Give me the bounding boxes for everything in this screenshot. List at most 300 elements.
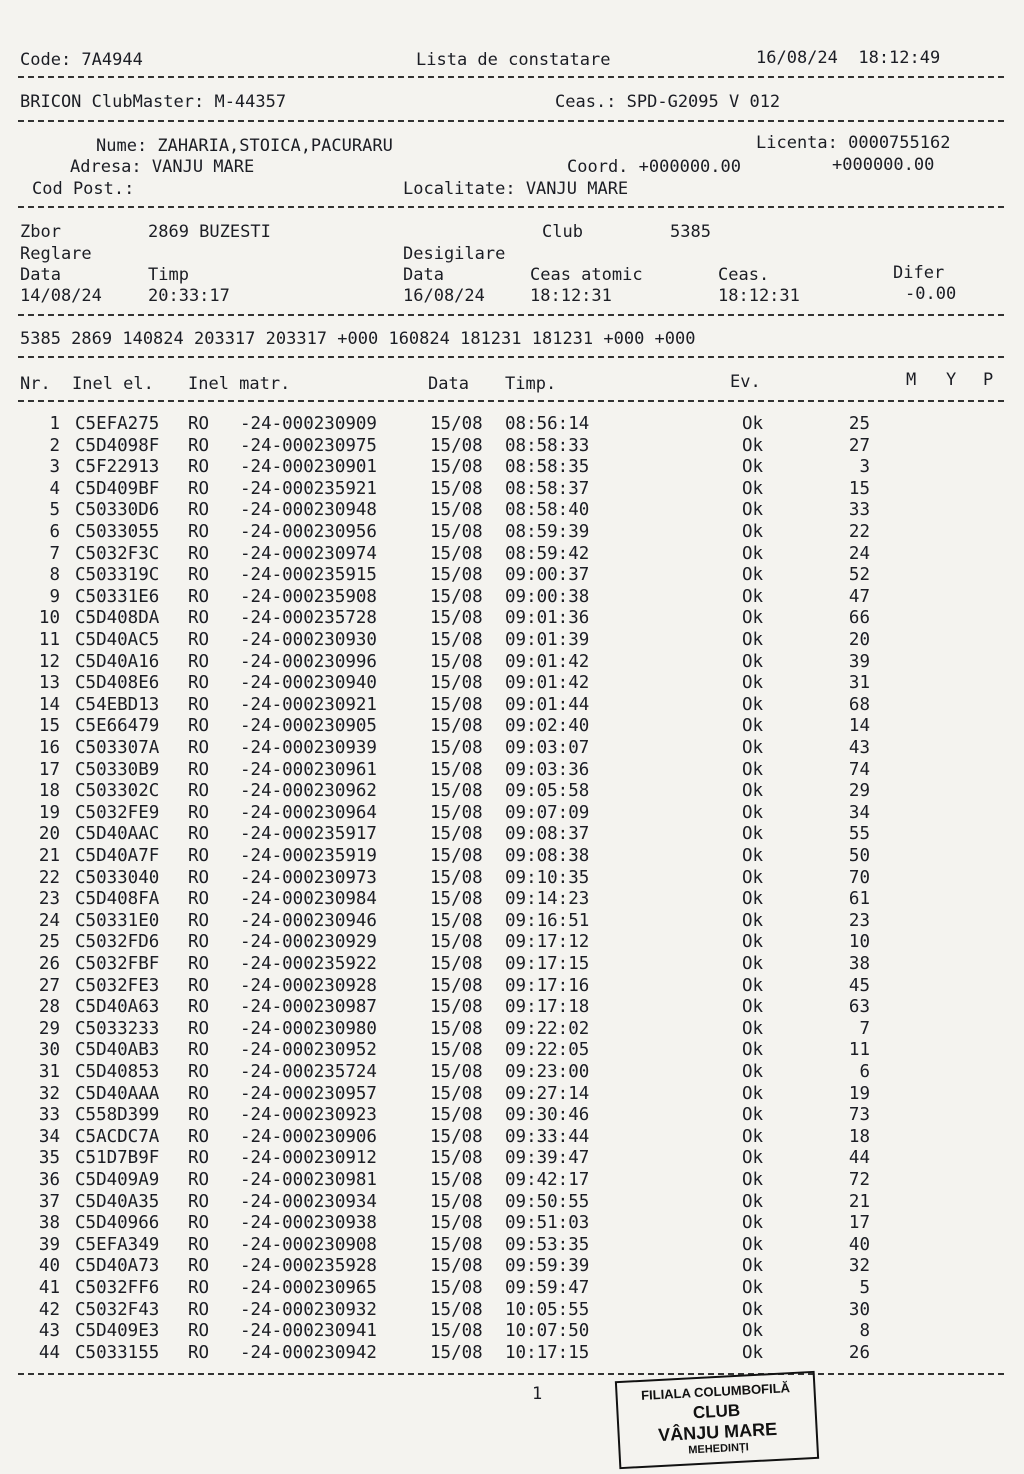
cell-matr: -24-000230928	[240, 975, 377, 996]
divider	[18, 1373, 1004, 1375]
cell-ev: Ok	[742, 694, 764, 715]
cell-nr: 20	[38, 824, 60, 845]
cell-data: 15/08	[430, 608, 483, 629]
cell-ro: RO	[188, 435, 210, 456]
clubmaster-id: BRICON ClubMaster: M-44357	[20, 92, 287, 112]
table-row	[0, 1105, 1024, 1127]
cell-data: 15/08	[430, 1148, 483, 1169]
cell-nr: 40	[38, 1256, 60, 1277]
cell-ro: RO	[188, 1062, 210, 1082]
cell-el: C5D409E3	[75, 1321, 160, 1342]
cell-num: 66	[848, 608, 870, 629]
col-event: Ev.	[730, 372, 761, 392]
cell-ev: Ok	[742, 1278, 764, 1298]
cell-matr: -24-000230965	[240, 1278, 377, 1298]
table-row	[0, 760, 1024, 782]
cell-num: 31	[848, 673, 870, 694]
cell-data: 15/08	[430, 1191, 483, 1212]
cell-el: C5033155	[75, 1342, 160, 1363]
owner-address: Adresa: VANJU MARE	[70, 157, 255, 177]
cell-nr: 28	[38, 997, 60, 1018]
locality: Localitate: VANJU MARE	[403, 179, 629, 199]
cell-nr: 32	[38, 1083, 60, 1104]
cell-nr: 42	[38, 1299, 60, 1320]
cell-ev: Ok	[742, 802, 764, 823]
cell-matr: -24-000230905	[240, 716, 377, 737]
atomic-clock-time: 18:12:31	[530, 286, 612, 306]
cell-nr: 4	[49, 478, 60, 499]
cell-matr: -24-000230921	[240, 694, 377, 715]
cell-el: C5033233	[75, 1018, 160, 1039]
table-row	[0, 954, 1024, 976]
cell-timp: 09:01:42	[505, 673, 590, 694]
cell-ro: RO	[188, 694, 210, 715]
cell-el: C5D408E6	[75, 673, 160, 694]
cell-nr: 26	[38, 954, 60, 974]
cell-ev: Ok	[742, 1148, 764, 1169]
cell-num: 34	[848, 802, 870, 823]
table-row	[0, 414, 1024, 436]
cell-el: C50330B9	[75, 759, 160, 780]
cell-matr: -24-000230923	[240, 1105, 377, 1126]
cell-nr: 21	[38, 846, 60, 866]
cell-el: C5EFA349	[75, 1234, 160, 1255]
table-row	[0, 1213, 1024, 1235]
cell-matr: -24-000230956	[240, 522, 377, 542]
cell-num: 68	[848, 694, 870, 715]
cell-nr: 25	[38, 932, 60, 953]
cell-nr: 6	[49, 522, 60, 542]
cell-timp: 10:05:55	[505, 1299, 590, 1320]
cell-data: 15/08	[430, 716, 483, 737]
cell-nr: 38	[38, 1213, 60, 1234]
cell-el: C5EFA275	[75, 414, 160, 434]
cell-ro: RO	[188, 586, 210, 607]
cell-data: 15/08	[430, 1256, 483, 1277]
cell-num: 74	[848, 759, 870, 780]
cell-ev: Ok	[742, 1213, 764, 1234]
cell-timp: 09:17:16	[505, 975, 590, 996]
cell-nr: 16	[38, 738, 60, 758]
table-row	[0, 1278, 1024, 1300]
cell-ev: Ok	[742, 975, 764, 996]
cell-nr: 35	[38, 1148, 60, 1169]
cell-ev: Ok	[742, 608, 764, 629]
license-number: Licenta: 0000755162	[756, 133, 951, 153]
cell-ev: Ok	[742, 1083, 764, 1104]
cell-nr: 41	[38, 1278, 60, 1298]
cell-data: 15/08	[430, 1299, 483, 1320]
cell-nr: 9	[49, 586, 60, 607]
cell-ev: Ok	[742, 1191, 764, 1212]
stamp-line-3: VÂNJU MARE	[657, 1418, 778, 1446]
table-row	[0, 673, 1024, 695]
cell-ro: RO	[188, 414, 210, 434]
cell-num: 8	[859, 1321, 870, 1342]
setting-time-label: Timp	[148, 265, 189, 285]
cell-nr: 36	[38, 1170, 60, 1190]
club-stamp	[615, 1371, 819, 1469]
cell-timp: 09:30:46	[505, 1105, 590, 1126]
table-row	[0, 1321, 1024, 1343]
table-row	[0, 932, 1024, 954]
cell-matr: -24-000230987	[240, 997, 377, 1018]
cell-timp: 09:27:14	[505, 1083, 590, 1104]
cell-data: 15/08	[430, 1170, 483, 1190]
cell-ev: Ok	[742, 543, 764, 564]
setting-time: 20:33:17	[148, 286, 230, 306]
cell-data: 15/08	[430, 781, 483, 802]
cell-matr: -24-000230981	[240, 1170, 377, 1190]
cell-el: C50331E0	[75, 910, 160, 931]
cell-matr: -24-000230912	[240, 1148, 377, 1169]
cell-timp: 09:01:44	[505, 694, 590, 715]
table-row	[0, 1148, 1024, 1170]
cell-num: 39	[848, 651, 870, 672]
table-row	[0, 500, 1024, 522]
cell-ro: RO	[188, 500, 210, 521]
cell-matr: -24-000230973	[240, 867, 377, 888]
divider	[18, 76, 1004, 78]
cell-ev: Ok	[742, 867, 764, 888]
divider	[18, 206, 1004, 208]
cell-nr: 13	[38, 673, 60, 694]
cell-num: 20	[848, 630, 870, 650]
cell-ro: RO	[188, 954, 210, 974]
cell-ev: Ok	[742, 1105, 764, 1126]
cell-el: C5E66479	[75, 716, 160, 737]
cell-num: 26	[848, 1342, 870, 1363]
cell-data: 15/08	[430, 435, 483, 456]
cell-ro: RO	[188, 932, 210, 953]
cell-ro: RO	[188, 522, 210, 542]
table-row	[0, 436, 1024, 458]
cell-data: 15/08	[430, 630, 483, 650]
cell-matr: -24-000230901	[240, 457, 377, 478]
cell-data: 15/08	[430, 997, 483, 1018]
table-row	[0, 868, 1024, 890]
cell-ro: RO	[188, 1191, 210, 1212]
table-row	[0, 1062, 1024, 1084]
cell-matr: -24-000230942	[240, 1342, 377, 1363]
cell-ev: Ok	[742, 586, 764, 607]
cell-ro: RO	[188, 1213, 210, 1234]
cell-ro: RO	[188, 565, 210, 586]
page-number: 1	[532, 1384, 543, 1404]
cell-timp: 08:58:37	[505, 478, 590, 499]
cell-timp: 09:17:18	[505, 997, 590, 1018]
cell-timp: 09:50:55	[505, 1191, 590, 1212]
cell-matr: -24-000230941	[240, 1321, 377, 1342]
cell-timp: 08:56:14	[505, 414, 590, 434]
cell-data: 15/08	[430, 738, 483, 758]
cell-nr: 29	[38, 1018, 60, 1039]
cell-nr: 39	[38, 1234, 60, 1255]
cell-ev: Ok	[742, 630, 764, 650]
cell-nr: 15	[38, 716, 60, 737]
cell-num: 22	[848, 522, 870, 542]
setting-date: 14/08/24	[20, 286, 102, 306]
cell-data: 15/08	[430, 1342, 483, 1363]
cell-timp: 09:02:40	[505, 716, 590, 737]
cell-timp: 09:03:36	[505, 759, 590, 780]
cell-ro: RO	[188, 997, 210, 1018]
cell-timp: 09:17:12	[505, 932, 590, 953]
cell-data: 15/08	[430, 1126, 483, 1147]
club-label: Club	[542, 222, 583, 242]
divider	[18, 356, 1004, 358]
table-row	[0, 824, 1024, 846]
cell-ro: RO	[188, 457, 210, 478]
cell-ev: Ok	[742, 1062, 764, 1082]
cell-ev: Ok	[742, 522, 764, 542]
cell-ev: Ok	[742, 565, 764, 586]
col-nr: Nr.	[20, 374, 51, 394]
table-row	[0, 652, 1024, 674]
cell-num: 10	[848, 932, 870, 953]
cell-ev: Ok	[742, 1234, 764, 1255]
cell-nr: 1	[49, 414, 60, 434]
cell-matr: -24-000230996	[240, 651, 377, 672]
cell-num: 30	[848, 1299, 870, 1320]
cell-data: 15/08	[430, 1213, 483, 1234]
table-row	[0, 1127, 1024, 1149]
cell-ro: RO	[188, 543, 210, 564]
cell-matr: -24-000235917	[240, 824, 377, 845]
cell-el: C503307A	[75, 738, 160, 758]
cell-ev: Ok	[742, 673, 764, 694]
cell-ro: RO	[188, 802, 210, 823]
cell-el: C5D40A35	[75, 1191, 160, 1212]
cell-nr: 3	[49, 457, 60, 478]
cell-timp: 09:07:09	[505, 802, 590, 823]
cell-el: C5ACDC7A	[75, 1126, 160, 1147]
cell-el: C54EBD13	[75, 694, 160, 715]
cell-ro: RO	[188, 478, 210, 499]
cell-ev: Ok	[742, 954, 764, 974]
table-row	[0, 608, 1024, 630]
cell-data: 15/08	[430, 565, 483, 586]
col-time: Timp.	[505, 374, 557, 394]
code-label: Code: 7A4944	[20, 50, 143, 70]
cell-el: C5033055	[75, 522, 160, 542]
table-row	[0, 457, 1024, 479]
cell-nr: 34	[38, 1126, 60, 1147]
col-electronic-ring: Inel el.	[72, 374, 154, 394]
cell-ro: RO	[188, 781, 210, 802]
cell-nr: 5	[49, 500, 60, 521]
cell-nr: 14	[38, 694, 60, 715]
cell-data: 15/08	[430, 1234, 483, 1255]
cell-timp: 09:51:03	[505, 1213, 590, 1234]
cell-matr: -24-000230984	[240, 889, 377, 910]
table-row	[0, 889, 1024, 911]
table-row	[0, 716, 1024, 738]
cell-el: C558D399	[75, 1105, 160, 1126]
cell-nr: 2	[49, 435, 60, 456]
cell-matr: -24-000230961	[240, 759, 377, 780]
cell-data: 15/08	[430, 954, 483, 974]
cell-matr: -24-000235724	[240, 1062, 377, 1082]
cell-el: C5F22913	[75, 457, 160, 478]
cell-el: C5D408DA	[75, 608, 160, 629]
cell-el: C50330D6	[75, 500, 160, 521]
cell-matr: -24-000230940	[240, 673, 377, 694]
cell-data: 15/08	[430, 457, 483, 478]
cell-ev: Ok	[742, 414, 764, 434]
cell-nr: 24	[38, 910, 60, 931]
table-row	[0, 587, 1024, 609]
cell-data: 15/08	[430, 802, 483, 823]
cell-ev: Ok	[742, 1299, 764, 1320]
cell-el: C50331E6	[75, 586, 160, 607]
cell-matr: -24-000230934	[240, 1191, 377, 1212]
cell-el: C5D40AC5	[75, 630, 160, 650]
cell-data: 15/08	[430, 500, 483, 521]
cell-timp: 10:17:15	[505, 1342, 590, 1363]
cell-num: 27	[848, 435, 870, 456]
cell-ro: RO	[188, 1126, 210, 1147]
table-row	[0, 1256, 1024, 1278]
cell-timp: 08:59:42	[505, 543, 590, 564]
setting-date-label: Data	[20, 265, 61, 285]
cell-nr: 31	[38, 1062, 60, 1082]
cell-data: 15/08	[430, 1040, 483, 1061]
cell-timp: 09:53:35	[505, 1234, 590, 1255]
cell-data: 15/08	[430, 694, 483, 715]
cell-timp: 09:01:36	[505, 608, 590, 629]
cell-el: C5033040	[75, 867, 160, 888]
cell-ev: Ok	[742, 457, 764, 478]
table-row	[0, 738, 1024, 760]
cell-nr: 30	[38, 1040, 60, 1061]
cell-matr: -24-000230952	[240, 1040, 377, 1061]
cell-data: 15/08	[430, 1062, 483, 1082]
cell-el: C5D40A7F	[75, 846, 160, 866]
cell-num: 45	[848, 975, 870, 996]
cell-num: 63	[848, 997, 870, 1018]
cell-timp: 08:58:40	[505, 500, 590, 521]
unsealing-label: Desigilare	[403, 244, 506, 264]
clock-label: Ceas.	[718, 265, 770, 285]
cell-ro: RO	[188, 824, 210, 845]
cell-num: 32	[848, 1256, 870, 1277]
cell-ev: Ok	[742, 651, 764, 672]
cell-matr: -24-000230964	[240, 802, 377, 823]
table-row	[0, 1084, 1024, 1106]
document-title: Lista de constatare	[416, 50, 611, 70]
cell-data: 15/08	[430, 478, 483, 499]
cell-timp: 09:16:51	[505, 910, 590, 931]
cell-num: 44	[848, 1148, 870, 1169]
cell-num: 70	[848, 867, 870, 888]
clock-id: Ceas.: SPD-G2095 V 012	[555, 92, 781, 112]
cell-data: 15/08	[430, 673, 483, 694]
cell-ro: RO	[188, 738, 210, 758]
table-row	[0, 630, 1024, 652]
cell-data: 15/08	[430, 651, 483, 672]
cell-ro: RO	[188, 716, 210, 737]
cell-data: 15/08	[430, 1018, 483, 1039]
cell-num: 3	[859, 457, 870, 478]
cell-el: C5032FBF	[75, 954, 160, 974]
cell-timp: 09:23:00	[505, 1062, 590, 1082]
cell-nr: 11	[38, 630, 60, 650]
cell-matr: -24-000230929	[240, 932, 377, 953]
table-row	[0, 846, 1024, 868]
cell-num: 17	[848, 1213, 870, 1234]
cell-num: 23	[848, 910, 870, 931]
cell-timp: 09:00:37	[505, 565, 590, 586]
cell-ev: Ok	[742, 1256, 764, 1277]
cell-el: C5D40AAA	[75, 1083, 160, 1104]
cell-matr: -24-000230939	[240, 738, 377, 758]
cell-el: C5032F43	[75, 1299, 160, 1320]
cell-ro: RO	[188, 630, 210, 650]
cell-matr: -24-000235908	[240, 586, 377, 607]
cell-ro: RO	[188, 1342, 210, 1363]
cell-ro: RO	[188, 1148, 210, 1169]
cell-ro: RO	[188, 651, 210, 672]
cell-data: 15/08	[430, 1278, 483, 1298]
cell-num: 72	[848, 1170, 870, 1190]
table-row	[0, 803, 1024, 825]
cell-ro: RO	[188, 1170, 210, 1190]
cell-ro: RO	[188, 1278, 210, 1298]
cell-timp: 09:05:58	[505, 781, 590, 802]
divider	[18, 120, 1004, 122]
summary-code-line: 5385 2869 140824 203317 203317 +000 160824 181231 181231 +000 +000	[20, 329, 696, 349]
cell-data: 15/08	[430, 1105, 483, 1126]
unsealing-date-label: Data	[403, 265, 444, 285]
cell-data: 15/08	[430, 1083, 483, 1104]
cell-matr: -24-000230909	[240, 414, 377, 434]
cell-el: C5D40A63	[75, 997, 160, 1018]
cell-ev: Ok	[742, 1126, 764, 1147]
table-row	[0, 1192, 1024, 1214]
table-row	[0, 1343, 1024, 1365]
table-row	[0, 1170, 1024, 1192]
cell-num: 50	[848, 846, 870, 866]
cell-ro: RO	[188, 1256, 210, 1277]
table-row	[0, 1040, 1024, 1062]
cell-num: 15	[848, 478, 870, 499]
cell-timp: 10:07:50	[505, 1321, 590, 1342]
cell-data: 15/08	[430, 910, 483, 931]
cell-matr: -24-000230946	[240, 910, 377, 931]
cell-timp: 09:39:47	[505, 1148, 590, 1169]
cell-ev: Ok	[742, 997, 764, 1018]
cell-ro: RO	[188, 673, 210, 694]
cell-timp: 09:08:38	[505, 846, 590, 866]
print-datetime: 16/08/24 18:12:49	[756, 48, 941, 68]
difference-label: Difer	[893, 263, 945, 283]
cell-matr: -24-000230975	[240, 435, 377, 456]
flight-value: 2869 BUZESTI	[148, 222, 271, 242]
cell-ro: RO	[188, 846, 210, 866]
cell-num: 40	[848, 1234, 870, 1255]
col-y: Y	[946, 370, 957, 390]
cell-timp: 08:58:33	[505, 435, 590, 456]
cell-timp: 09:17:15	[505, 954, 590, 974]
cell-el: C5032FD6	[75, 932, 160, 953]
cell-timp: 09:08:37	[505, 824, 590, 845]
cell-nr: 10	[38, 608, 60, 629]
cell-ev: Ok	[742, 889, 764, 910]
cell-ro: RO	[188, 975, 210, 996]
cell-data: 15/08	[430, 1321, 483, 1342]
table-row	[0, 522, 1024, 544]
